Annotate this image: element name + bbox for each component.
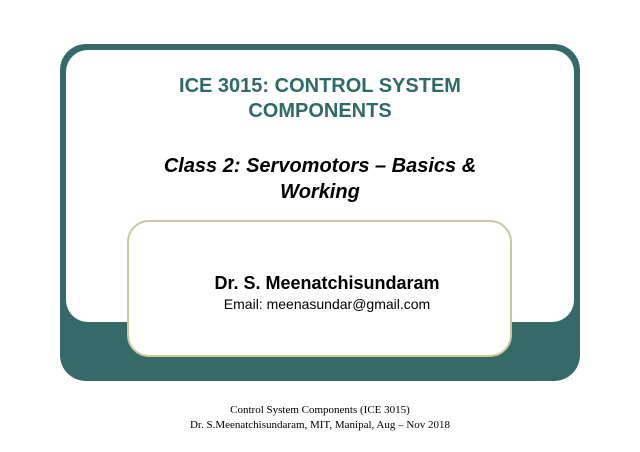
footer-line-1: Control System Components (ICE 3015) bbox=[230, 404, 410, 416]
title-line-2: COMPONENTS bbox=[248, 100, 392, 122]
title-line-1: ICE 3015: CONTROL SYSTEM bbox=[179, 75, 461, 97]
slide-title bbox=[66, 74, 574, 124]
footer bbox=[0, 403, 640, 433]
subtitle-line-2: Working bbox=[280, 181, 360, 203]
subtitle-line-1: Class 2: Servomotors – Basics & bbox=[163, 155, 477, 177]
author-name: Dr. S. Meenatchisundaram bbox=[214, 273, 440, 293]
slide-subtitle bbox=[66, 153, 574, 205]
author-email: Email: meenasundar@gmail.com bbox=[223, 296, 431, 312]
footer-line-2: Dr. S.Meenatchisundaram, MIT, Manipal, Aug – Nov 2018 bbox=[189, 419, 451, 431]
